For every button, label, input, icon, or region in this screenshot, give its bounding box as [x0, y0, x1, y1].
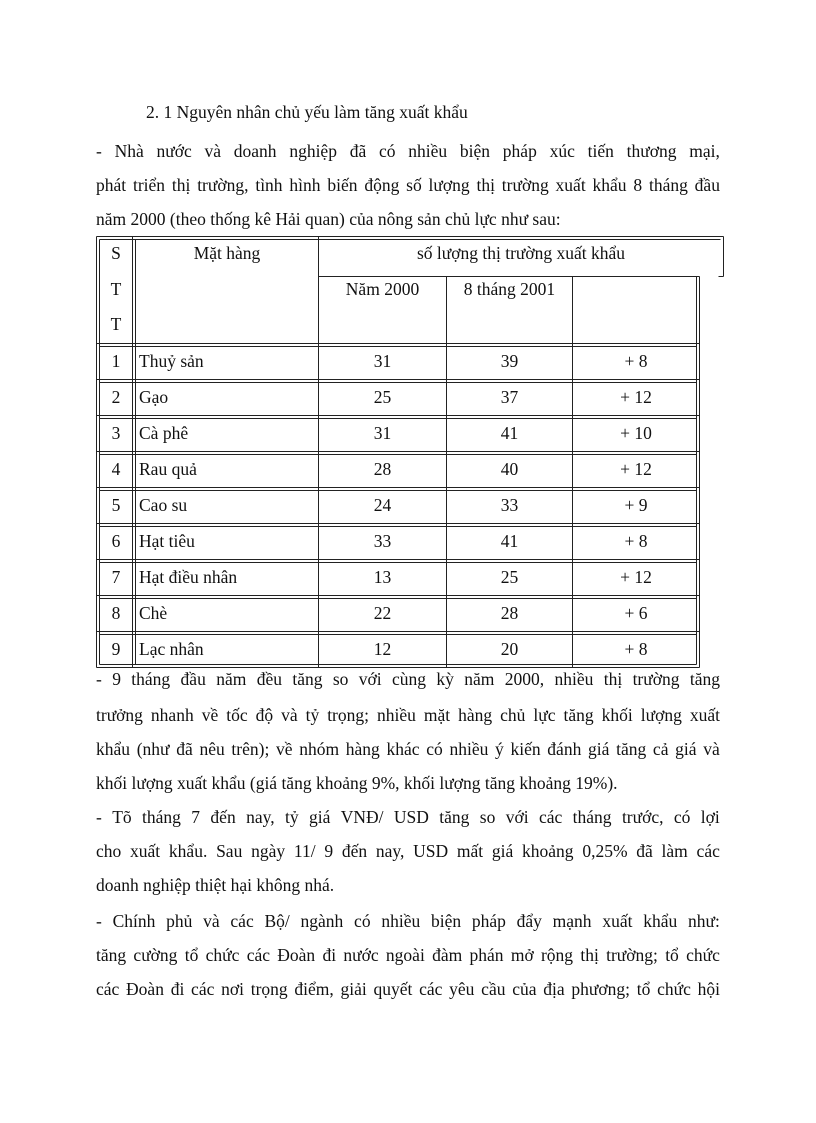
cell-stt: 6 — [111, 531, 121, 551]
word: với — [505, 807, 529, 827]
word: 7 — [191, 807, 201, 827]
word: năm — [216, 669, 247, 689]
export-market-table — [96, 236, 724, 668]
word: pháp — [471, 911, 506, 931]
word: 9 — [112, 669, 121, 689]
word: ngoài — [385, 945, 425, 965]
word: đến — [341, 841, 368, 861]
word: các — [191, 979, 215, 999]
word: mở — [510, 945, 534, 965]
word: VNĐ/ — [340, 807, 384, 827]
cell-diff: + 12 — [620, 459, 652, 479]
word: tăng — [292, 669, 323, 689]
word: mặt — [423, 705, 451, 725]
stt-header-t: T — [110, 279, 122, 299]
word: chức — [686, 945, 720, 965]
cell-stt: 4 — [111, 459, 121, 479]
cell-year-2001: 41 — [500, 423, 519, 443]
word: nêu — [199, 739, 225, 759]
word: kỳ — [436, 669, 454, 689]
word: độ — [255, 705, 274, 725]
word: thương — [626, 141, 677, 161]
word: có — [354, 911, 371, 931]
word: tăng — [439, 807, 470, 827]
cell-stt: 8 — [111, 603, 121, 623]
word: trường — [632, 669, 680, 689]
paragraph-line — [96, 738, 720, 760]
cell-year-2000: 28 — [373, 459, 392, 479]
word: thị — [580, 945, 599, 965]
word: lượng — [640, 705, 682, 725]
word: triển — [132, 175, 166, 195]
word: với — [358, 669, 382, 689]
word: tăng — [616, 739, 647, 759]
paragraph-line — [96, 910, 720, 932]
word: Đoàn — [277, 945, 316, 965]
word: và — [281, 705, 298, 725]
word: đều — [256, 669, 282, 689]
word: kiến — [510, 739, 541, 759]
word: các — [230, 911, 254, 931]
word: khẩu — [592, 175, 627, 195]
word: nhóm — [299, 739, 340, 759]
stt-header-s: S — [111, 243, 121, 263]
word: xuất — [555, 175, 586, 195]
stt-header-t: T — [110, 314, 122, 334]
word: - — [96, 911, 102, 931]
word: và — [203, 911, 220, 931]
word: 2000, — [504, 669, 545, 689]
cell-year-2000: 33 — [373, 531, 392, 551]
word: tổ — [184, 945, 199, 965]
section-heading: 2. 1 Nguyên nhân chủ yếu làm tăng xuất khẩu — [146, 102, 468, 122]
word: giải — [340, 979, 367, 999]
cell-diff: + 9 — [624, 495, 648, 515]
cell-year-2001: 33 — [500, 495, 519, 515]
word: các — [96, 979, 120, 999]
word: tiến — [587, 141, 614, 161]
word: cả — [652, 739, 669, 759]
word: rộng — [540, 945, 574, 965]
paragraph-line — [96, 806, 720, 828]
word: giá — [491, 841, 514, 861]
intro-line — [96, 174, 720, 196]
word: khẩu. — [168, 841, 208, 861]
word: Tõ — [112, 807, 132, 827]
word: tốc — [226, 705, 248, 725]
cell-item: Hạt tiêu — [139, 531, 195, 551]
cell-year-2001: 25 — [500, 567, 519, 587]
cell-diff: + 6 — [624, 603, 648, 623]
word: đi — [322, 945, 337, 965]
cell-diff: + 10 — [620, 423, 652, 443]
cell-stt: 7 — [111, 567, 121, 587]
word: lợi — [700, 807, 720, 827]
word: tỷ — [284, 807, 299, 827]
cell-item: Thuỷ sản — [139, 351, 204, 371]
word: hội — [697, 979, 720, 999]
word: địa — [543, 979, 565, 999]
word: thị — [171, 175, 191, 195]
word: khẩu — [643, 911, 678, 931]
word: pháp — [502, 141, 537, 161]
word: nay, — [375, 841, 405, 861]
word: thị — [476, 175, 495, 195]
cell-year-2001: 41 — [500, 531, 519, 551]
cell-item: Rau quả — [139, 459, 197, 479]
word: xuất — [602, 911, 633, 931]
word: - — [96, 141, 102, 161]
word: so — [479, 807, 496, 827]
item-header: Mặt hàng — [193, 243, 261, 263]
word: nhiều — [376, 705, 416, 725]
word: so — [332, 669, 349, 689]
word: tháng — [648, 175, 688, 195]
cell-year-2000: 31 — [373, 423, 392, 443]
word: trên); — [231, 739, 270, 759]
cell-year-2001: 37 — [500, 387, 519, 407]
word: trưởng — [96, 705, 143, 725]
word: nơi — [221, 979, 244, 999]
cell-item: Cà phê — [139, 423, 189, 443]
cell-stt: 1 — [111, 351, 121, 371]
word: biện — [459, 141, 491, 161]
word: mạnh — [552, 911, 592, 931]
year-2000-header: Năm 2000 — [345, 279, 420, 299]
word: các — [246, 945, 270, 965]
year-2001-header: 8 tháng 2001 — [463, 279, 556, 299]
word: trọng — [250, 979, 288, 999]
word: khối — [601, 705, 633, 725]
word: phán — [469, 945, 504, 965]
word: nhiều — [554, 669, 594, 689]
cell-stt: 9 — [111, 639, 121, 659]
word: trường, — [197, 175, 249, 195]
word: nhiều — [381, 911, 421, 931]
word: lực — [533, 705, 556, 725]
cell-year-2000: 25 — [373, 387, 392, 407]
cell-year-2000: 13 — [373, 567, 392, 587]
word: USD — [393, 807, 429, 827]
cell-year-2001: 39 — [500, 351, 519, 371]
word: chức — [205, 945, 240, 965]
word: 8 — [633, 175, 643, 195]
word: hàng — [458, 705, 493, 725]
word: (như — [136, 739, 170, 759]
cell-diff: + 8 — [624, 639, 648, 659]
word: Sau — [216, 841, 243, 861]
paragraph-line: khối lượng xuất khẩu (giá tăng khoảng 9%, khối lượng tăng khoảng 19%). — [96, 773, 618, 793]
word: tổ — [636, 979, 651, 999]
word: đã — [636, 841, 653, 861]
cell-year-2000: 22 — [373, 603, 392, 623]
word: hàng — [345, 739, 380, 759]
word: 11/ — [293, 841, 316, 861]
cell-year-2001: 40 — [500, 459, 519, 479]
word: cùng — [391, 669, 427, 689]
cell-diff: + 8 — [624, 351, 648, 371]
word: đánh — [547, 739, 582, 759]
intro-line — [96, 140, 720, 162]
word: như: — [687, 911, 720, 931]
word: tăng — [563, 705, 594, 725]
cell-diff: + 12 — [620, 567, 652, 587]
word: đẩy — [516, 911, 542, 931]
word: tháng — [142, 807, 181, 827]
word: tổ — [665, 945, 679, 965]
word: yêu — [449, 979, 475, 999]
word: đàm — [432, 945, 463, 965]
word: ngày — [251, 841, 286, 861]
word: tình — [255, 175, 283, 195]
word: nước — [343, 945, 379, 965]
word: mại, — [689, 141, 720, 161]
word: các — [538, 807, 563, 827]
word: trọng; — [327, 705, 369, 725]
cell-stt: 2 — [111, 387, 121, 407]
word: trường; — [606, 945, 658, 965]
cell-year-2001: 28 — [500, 603, 519, 623]
word: chức — [657, 979, 691, 999]
word: đã — [176, 739, 193, 759]
word: phương; — [571, 979, 630, 999]
word: tỷ — [305, 705, 320, 725]
word: lượng — [428, 175, 470, 195]
word: trước, — [621, 807, 664, 827]
cell-year-2000: 31 — [373, 351, 392, 371]
word: nước — [156, 141, 192, 161]
cell-stt: 5 — [111, 495, 121, 515]
word: biện — [430, 911, 462, 931]
word: của — [512, 979, 537, 999]
word: các — [696, 841, 720, 861]
word: 0,25% — [582, 841, 628, 861]
word: tháng — [131, 669, 171, 689]
word: nay, — [246, 807, 275, 827]
word: khẩu — [96, 739, 131, 759]
word: phát — [96, 175, 127, 195]
word: có — [426, 739, 443, 759]
word: biến — [327, 175, 358, 195]
word: 9 — [324, 841, 334, 861]
word: doanh — [233, 141, 277, 161]
cell-year-2000: 24 — [373, 495, 392, 515]
word: tăng — [689, 669, 720, 689]
word: có — [378, 141, 396, 161]
word: đã — [349, 141, 367, 161]
word: giá — [675, 739, 697, 759]
paragraph-line — [96, 840, 720, 862]
word: về — [276, 739, 293, 759]
paragraph-line — [96, 978, 720, 1000]
word: giá — [308, 807, 331, 827]
paragraph-line: doanh nghiệp thiệt hại không nhá. — [96, 875, 335, 895]
word: Đoàn — [126, 979, 164, 999]
word: xuất — [130, 841, 161, 861]
word: xuất — [689, 705, 720, 725]
word: ngành — [300, 911, 344, 931]
word: đi — [170, 979, 185, 999]
paragraph-line — [96, 704, 720, 726]
word: số — [406, 175, 422, 195]
word: Nhà — [114, 141, 144, 161]
word: USD — [413, 841, 449, 861]
word: có — [673, 807, 691, 827]
word: - — [96, 669, 102, 689]
word: giá — [588, 739, 610, 759]
word: quyết — [373, 979, 413, 999]
paragraph-line — [96, 668, 720, 690]
paragraph-line — [96, 944, 720, 966]
word: ý — [495, 739, 504, 759]
word: làm — [661, 841, 688, 861]
word: cường — [133, 945, 178, 965]
cell-year-2001: 20 — [500, 639, 519, 659]
word: các — [419, 979, 443, 999]
cell-stt: 3 — [111, 423, 121, 443]
word: nhiều — [408, 141, 448, 161]
word: đầu — [694, 175, 720, 195]
word: khác — [386, 739, 420, 759]
cell-item: Cao su — [139, 495, 188, 515]
word: mất — [456, 841, 484, 861]
word: về — [201, 705, 219, 725]
cell-year-2000: 12 — [373, 639, 392, 659]
cell-diff: + 12 — [620, 387, 652, 407]
word: động — [364, 175, 400, 195]
cell-item: Lạc nhân — [139, 639, 204, 659]
word: nhanh — [150, 705, 194, 725]
cell-item: Hạt điều nhân — [139, 567, 238, 587]
word: hình — [289, 175, 321, 195]
word: khoảng — [522, 841, 574, 861]
word: nghiệp — [289, 141, 337, 161]
word: và — [204, 141, 222, 161]
word: nhiều — [449, 739, 489, 759]
word: điểm, — [294, 979, 334, 999]
word: đến — [210, 807, 236, 827]
word: thị — [603, 669, 623, 689]
word: Bộ/ — [264, 911, 290, 931]
cell-item: Gạo — [139, 387, 169, 407]
word: và — [703, 739, 720, 759]
word: phủ — [166, 911, 193, 931]
word: chủ — [500, 705, 526, 725]
group-header: số lượng thị trường xuất khẩu — [416, 243, 626, 263]
word: trường — [501, 175, 549, 195]
word: Chính — [112, 911, 156, 931]
word: tăng — [96, 945, 127, 965]
word: xúc — [549, 141, 575, 161]
word: - — [96, 807, 102, 827]
word: tháng — [572, 807, 612, 827]
cell-item: Chè — [139, 603, 168, 623]
word: đầu — [180, 669, 206, 689]
word: cho — [96, 841, 122, 861]
intro-line: năm 2000 (theo thống kê Hải quan) của nông sản chủ lực như sau: — [96, 209, 561, 229]
cell-diff: + 8 — [624, 531, 648, 551]
word: cầu — [481, 979, 506, 999]
word: năm — [464, 669, 495, 689]
